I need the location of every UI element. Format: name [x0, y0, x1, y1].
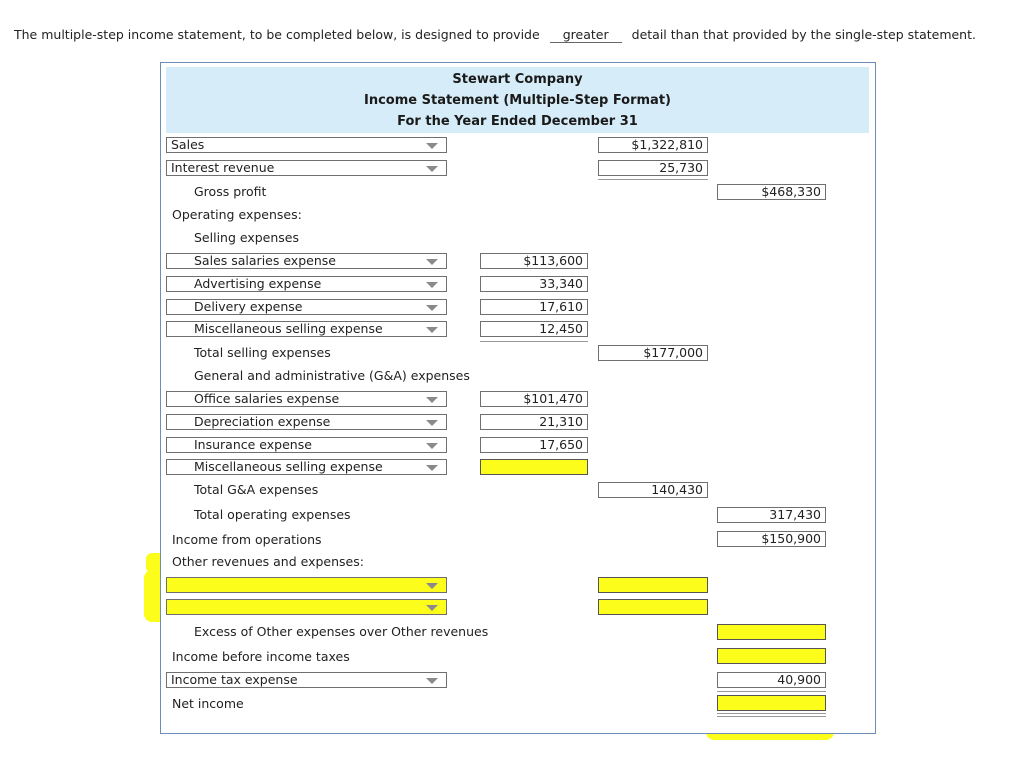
- total-ga-label: Total G&A expenses: [194, 482, 319, 497]
- other-item-2-amount-input[interactable]: [598, 599, 708, 615]
- income-tax-amount-input[interactable]: 40,900: [717, 672, 826, 688]
- advertising-label: Advertising expense: [194, 276, 322, 291]
- depreciation-select[interactable]: [166, 414, 447, 430]
- income-from-operations-amount-input[interactable]: $150,900: [717, 531, 826, 547]
- advertising-amount-input[interactable]: 33,340: [480, 276, 588, 292]
- double-underline: [717, 716, 826, 717]
- chevron-down-icon: [426, 143, 438, 149]
- delivery-select[interactable]: [166, 299, 447, 315]
- misc-selling-select[interactable]: [166, 321, 447, 337]
- sales-salaries-select[interactable]: [166, 253, 447, 269]
- interest-revenue-label: Interest revenue: [171, 160, 275, 175]
- total-ga-amount-input[interactable]: 140,430: [598, 482, 708, 498]
- other-item-1-amount-input[interactable]: [598, 577, 708, 593]
- total-operating-amount-input[interactable]: 317,430: [717, 507, 826, 523]
- excess-other-label: Excess of Other expenses over Other revenues: [194, 624, 489, 639]
- total-selling-label: Total selling expenses: [194, 345, 331, 360]
- misc-selling-label: Miscellaneous selling expense: [194, 321, 383, 336]
- income-tax-label: Income tax expense: [171, 672, 298, 687]
- sales-label: Sales: [171, 137, 205, 152]
- total-operating-label: Total operating expenses: [194, 507, 351, 522]
- intro-text-after: detail than that provided by the single-step statement.: [631, 27, 976, 42]
- net-income-label: Net income: [172, 696, 244, 711]
- total-selling-amount-input[interactable]: $177,000: [598, 345, 708, 361]
- chevron-down-icon: [426, 443, 438, 449]
- subtotal-underline: [598, 179, 708, 180]
- other-revenues-expenses-label: Other revenues and expenses:: [172, 554, 364, 569]
- statement-header: [166, 67, 869, 133]
- office-salaries-label: Office salaries expense: [194, 391, 340, 406]
- intro-sentence: [14, 27, 976, 43]
- chevron-down-icon: [426, 678, 438, 684]
- income-tax-select[interactable]: [166, 672, 447, 688]
- depreciation-amount-input[interactable]: 21,310: [480, 414, 588, 430]
- income-from-operations-label: Income from operations: [172, 532, 322, 547]
- misc-selling-amount-input[interactable]: 12,450: [480, 321, 588, 337]
- chevron-down-icon: [426, 465, 438, 471]
- depreciation-label: Depreciation expense: [194, 414, 331, 429]
- delivery-label: Delivery expense: [194, 299, 303, 314]
- sales-amount-input[interactable]: $1,322,810: [598, 137, 708, 153]
- operating-expenses-label: Operating expenses:: [172, 207, 302, 222]
- misc-ga-select[interactable]: [166, 459, 447, 475]
- insurance-label: Insurance expense: [194, 437, 312, 452]
- intro-answer-blank[interactable]: greater: [550, 27, 622, 43]
- office-salaries-amount-input[interactable]: $101,470: [480, 391, 588, 407]
- other-item-2-select[interactable]: [166, 599, 447, 615]
- chevron-down-icon: [426, 166, 438, 172]
- statement-title: Income Statement (Multiple-Step Format): [364, 93, 671, 108]
- excess-other-amount-input[interactable]: [717, 624, 826, 640]
- insurance-select[interactable]: [166, 437, 447, 453]
- sales-salaries-amount-input[interactable]: $113,600: [480, 253, 588, 269]
- chevron-down-icon: [426, 420, 438, 426]
- insurance-amount-input[interactable]: 17,650: [480, 437, 588, 453]
- selling-expenses-label: Selling expenses: [194, 230, 300, 245]
- interest-revenue-amount-input[interactable]: 25,730: [598, 160, 708, 176]
- misc-ga-amount-input[interactable]: [480, 459, 588, 475]
- sales-salaries-label: Sales salaries expense: [194, 253, 336, 268]
- company-name: Stewart Company: [452, 72, 583, 87]
- chevron-down-icon: [426, 259, 438, 265]
- income-before-taxes-label: Income before income taxes: [172, 649, 350, 664]
- double-underline: [717, 713, 826, 714]
- chevron-down-icon: [426, 305, 438, 311]
- income-before-taxes-amount-input[interactable]: [717, 648, 826, 664]
- other-item-1-select[interactable]: [166, 577, 447, 593]
- interest-revenue-select[interactable]: [166, 160, 447, 176]
- gross-profit-label: Gross profit: [194, 184, 267, 199]
- ga-expenses-label: General and administrative (G&A) expenses: [194, 368, 470, 383]
- delivery-amount-input[interactable]: 17,610: [480, 299, 588, 315]
- chevron-down-icon: [426, 583, 438, 589]
- net-income-amount-input[interactable]: [717, 695, 826, 711]
- subtotal-underline: [717, 691, 826, 692]
- office-salaries-select[interactable]: [166, 391, 447, 407]
- misc-ga-label: Miscellaneous selling expense: [194, 459, 383, 474]
- sales-select[interactable]: [166, 137, 447, 153]
- subtotal-underline: [480, 341, 588, 342]
- chevron-down-icon: [426, 605, 438, 611]
- chevron-down-icon: [426, 397, 438, 403]
- gross-profit-amount-input[interactable]: $468,330: [717, 184, 826, 200]
- intro-text-before: The multiple-step income statement, to be completed below, is designed to provide: [14, 27, 540, 42]
- advertising-select[interactable]: [166, 276, 447, 292]
- statement-period: For the Year Ended December 31: [397, 114, 638, 129]
- chevron-down-icon: [426, 282, 438, 288]
- chevron-down-icon: [426, 327, 438, 333]
